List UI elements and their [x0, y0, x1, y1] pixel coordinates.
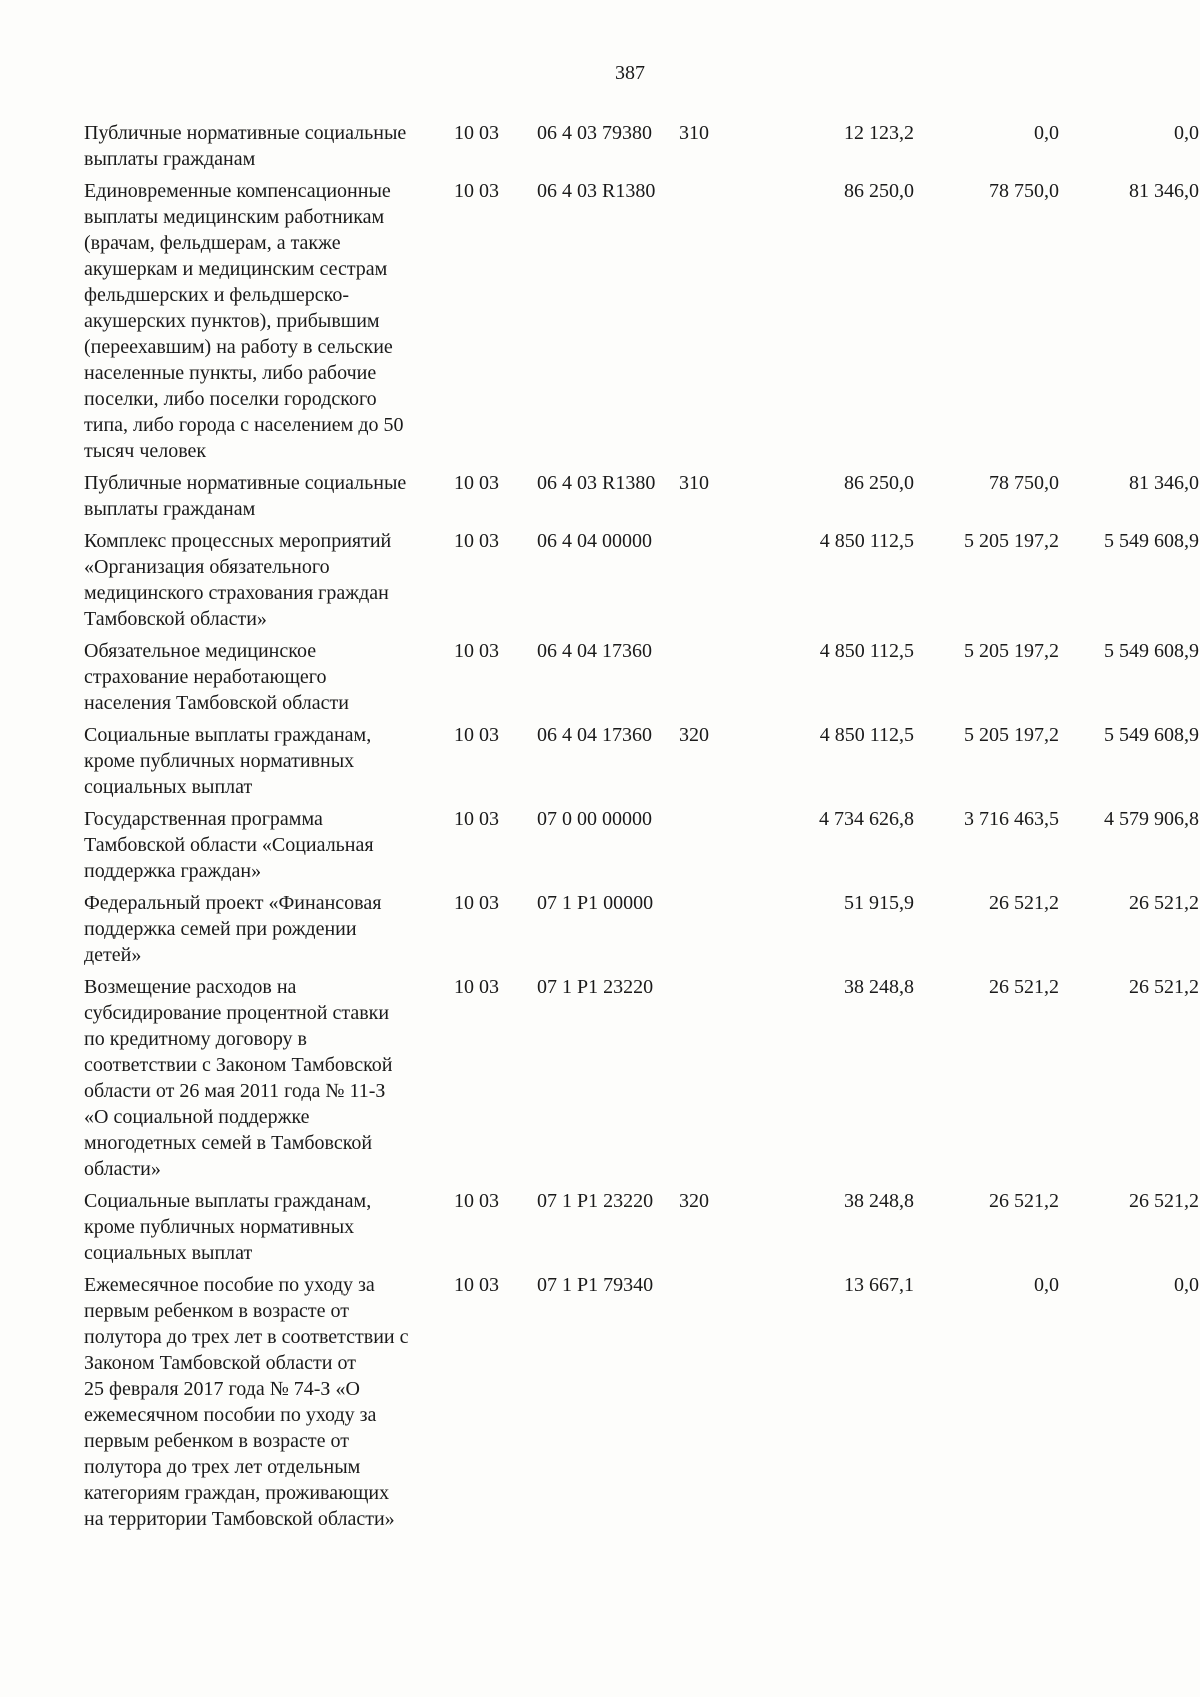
row-amount-year3: 26 521,2 — [1129, 976, 1199, 998]
row-amount-year2: 0,0 — [1034, 122, 1059, 144]
row-amount-year3: 5 549 608,9 — [1104, 640, 1199, 662]
row-amount-year2: 26 521,2 — [989, 892, 1059, 914]
row-target-code: 06 4 04 17360 — [537, 640, 652, 662]
row-amount-year1: 86 250,0 — [844, 180, 914, 202]
row-amount-year2: 26 521,2 — [989, 1190, 1059, 1212]
row-amount-year1: 12 123,2 — [844, 122, 914, 144]
row-section: 10 03 — [454, 1190, 499, 1212]
row-expense-type — [679, 806, 739, 884]
row-expense-type — [679, 528, 739, 632]
row-section: 10 03 — [454, 472, 499, 494]
row-amount-year1: 4 734 626,8 — [819, 808, 914, 830]
row-amount-year2: 5 205 197,2 — [964, 724, 1059, 746]
row-target-code: 06 4 03 79380 — [537, 122, 652, 144]
row-name: Возмещение расходов на субсидирование процентной ставки по кредитному договору в соответствии с Законом Тамбовской области от 26 мая 2011 года № 11-З «О социальной поддержке многодетных семей в Тамбовской области» — [84, 976, 393, 1180]
row-amount-year3: 5 549 608,9 — [1104, 724, 1199, 746]
row-amount-year3: 81 346,0 — [1129, 180, 1199, 202]
row-section: 10 03 — [454, 1274, 499, 1296]
row-target-code: 07 1 P1 23220 — [537, 1190, 654, 1212]
row-expense-type — [679, 974, 739, 1182]
row-amount-year1: 4 850 112,5 — [819, 724, 914, 746]
row-expense-type: 320 — [679, 724, 709, 746]
row-amount-year2: 0,0 — [1034, 1274, 1059, 1296]
table-row — [84, 1272, 1199, 1532]
row-expense-type — [679, 638, 739, 716]
row-name: Единовременные компенсационные выплаты медицинским работникам (врачам, фельдшерам, а также акушеркам и медицинским сестрам фельдшерских и фельдшерско- акушерских пунктов), прибывшим (переехавшим) на работу в сельские населенные пункты, либо рабочие поселки, либо поселки городского типа, либо города с населением до 50 тысяч человек — [84, 180, 404, 462]
row-name: Социальные выплаты гражданам, кроме публичных нормативных социальных выплат — [84, 1190, 372, 1264]
row-amount-year1: 38 248,8 — [844, 976, 914, 998]
table-row — [84, 178, 1199, 464]
table-row — [84, 974, 1199, 1182]
row-name: Социальные выплаты гражданам, кроме публичных нормативных социальных выплат — [84, 724, 372, 798]
row-amount-year2: 26 521,2 — [989, 976, 1059, 998]
row-amount-year1: 51 915,9 — [844, 892, 914, 914]
row-expense-type: 310 — [679, 122, 709, 144]
table-row — [84, 806, 1199, 884]
row-target-code: 07 0 00 00000 — [537, 808, 652, 830]
row-amount-year2: 5 205 197,2 — [964, 640, 1059, 662]
row-amount-year3: 5 549 608,9 — [1104, 530, 1199, 552]
row-expense-type: 320 — [679, 1190, 709, 1212]
row-amount-year3: 26 521,2 — [1129, 892, 1199, 914]
row-expense-type — [679, 890, 739, 968]
row-target-code: 07 1 P1 23220 — [537, 976, 654, 998]
row-amount-year1: 13 667,1 — [844, 1274, 914, 1296]
table-row — [84, 120, 1199, 172]
row-amount-year2: 3 716 463,5 — [964, 808, 1059, 830]
row-section: 10 03 — [454, 180, 499, 202]
row-amount-year2: 78 750,0 — [989, 180, 1059, 202]
table-row — [84, 890, 1199, 968]
row-amount-year2: 5 205 197,2 — [964, 530, 1059, 552]
row-target-code: 06 4 04 17360 — [537, 724, 652, 746]
row-section: 10 03 — [454, 808, 499, 830]
row-name: Обязательное медицинское страхование неработающего населения Тамбовской области — [84, 640, 349, 714]
row-section: 10 03 — [454, 724, 499, 746]
row-section: 10 03 — [454, 892, 499, 914]
row-target-code: 07 1 P1 79340 — [537, 1274, 654, 1296]
budget-table — [84, 120, 1199, 1538]
row-name: Федеральный проект «Финансовая поддержка семей при рождении детей» — [84, 892, 382, 966]
row-amount-year3: 81 346,0 — [1129, 472, 1199, 494]
table-row — [84, 638, 1199, 716]
row-amount-year1: 38 248,8 — [844, 1190, 914, 1212]
row-target-code: 06 4 04 00000 — [537, 530, 652, 552]
row-target-code: 06 4 03 R1380 — [537, 472, 656, 494]
row-amount-year3: 0,0 — [1174, 122, 1199, 144]
page-number: 387 — [615, 62, 645, 84]
row-expense-type — [679, 1272, 739, 1532]
row-name: Публичные нормативные социальные выплаты гражданам — [84, 472, 407, 520]
row-expense-type — [679, 178, 739, 464]
row-target-code: 07 1 P1 00000 — [537, 892, 654, 914]
table-row — [84, 470, 1199, 522]
table-row — [84, 722, 1199, 800]
row-amount-year3: 26 521,2 — [1129, 1190, 1199, 1212]
row-name: Публичные нормативные социальные выплаты гражданам — [84, 122, 407, 170]
row-name: Государственная программа Тамбовской области «Социальная поддержка граждан» — [84, 808, 374, 882]
row-expense-type: 310 — [679, 472, 709, 494]
row-amount-year3: 0,0 — [1174, 1274, 1199, 1296]
table-row — [84, 1188, 1199, 1266]
row-target-code: 06 4 03 R1380 — [537, 180, 656, 202]
row-amount-year2: 78 750,0 — [989, 472, 1059, 494]
row-name: Ежемесячное пособие по уходу за первым ребенком в возрасте от полутора до трех лет в соответствии с Законом Тамбовской области от 25 февраля 2017 года № 74-З «О ежемесячном пособии по уходу за первым ребенком в возрасте от полутора до трех лет отдельным категориям граждан, проживающих на территории Тамбовской области» — [84, 1274, 409, 1530]
row-name: Комплекс процессных мероприятий «Организация обязательного медицинского страхования граждан Тамбовской области» — [84, 530, 392, 630]
row-section: 10 03 — [454, 640, 499, 662]
row-amount-year1: 86 250,0 — [844, 472, 914, 494]
row-section: 10 03 — [454, 122, 499, 144]
row-section: 10 03 — [454, 976, 499, 998]
row-amount-year1: 4 850 112,5 — [819, 530, 914, 552]
row-amount-year3: 4 579 906,8 — [1104, 808, 1199, 830]
row-amount-year1: 4 850 112,5 — [819, 640, 914, 662]
table-row — [84, 528, 1199, 632]
row-section: 10 03 — [454, 530, 499, 552]
